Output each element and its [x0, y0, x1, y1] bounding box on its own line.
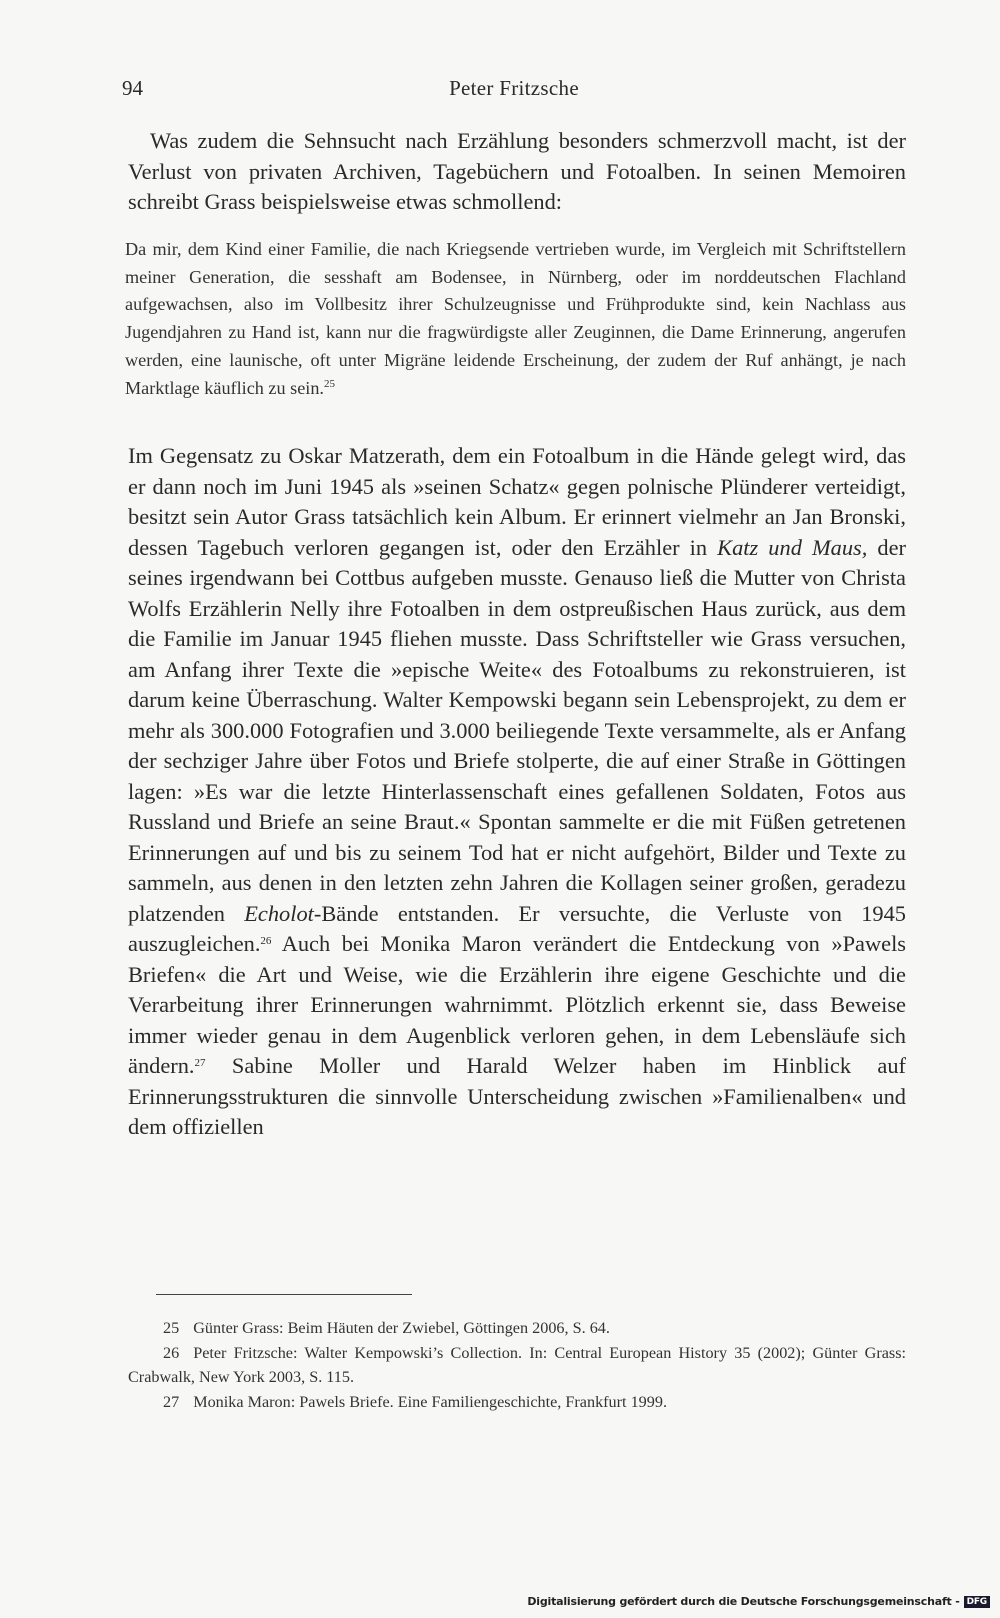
- footnote-ref-27: 27: [194, 1057, 206, 1069]
- dfg-logo: DFG: [964, 1596, 990, 1608]
- paragraph-2-text-5: Sabine Moller und Harald Welzer haben im Hinblick auf Erinnerungsstrukturen die sinnvolle Unterscheidung zwischen »Familienalben« und dem offiziellen: [128, 1053, 906, 1139]
- footnote-text: Peter Fritzsche: Walter Kempowski’s Collection. In: Central European History 35 (2002); Günter Grass: Crabwalk, New York 2003, S. 115.: [128, 1343, 906, 1386]
- footnote-25: [128, 1316, 906, 1341]
- paragraph-2-text-1: Im Gegensatz zu Oskar Matzerath, dem ein Fotoalbum in die Hände gelegt wird, das er dann noch im Juni 1945 als »seinen Schatz« gegen polnische Plünderer verteidigt, besitzt sein Autor Grass tatsächlich kein Album. Er erinnert vielmehr an Jan Bronski, dessen Tagebuch verloren gegangen ist, oder den Erzähler in: [128, 443, 906, 560]
- footnote-ref-26: 26: [260, 935, 272, 947]
- paragraph-2-text-3: -Bände entstanden. Er versuchte, die Verluste von 1945 auszugleichen.: [128, 900, 906, 956]
- footnote-number: 25: [163, 1319, 180, 1337]
- running-head: Peter Fritzsche: [449, 76, 579, 100]
- digitization-note-text: Digitalisierung gefördert durch die Deutsche Forschungsgemeinschaft -: [527, 1595, 960, 1608]
- footnote-26: [128, 1341, 906, 1390]
- footnotes: [128, 1316, 906, 1414]
- footnote-number: 27: [163, 1392, 180, 1411]
- footnote-text: Monika Maron: Pawels Briefe. Eine Familiengeschichte, Frankfurt 1999.: [193, 1392, 668, 1411]
- block-quote: [125, 236, 906, 402]
- work-title-echolot: Echolot: [244, 900, 314, 926]
- footnote-number: 26: [163, 1343, 180, 1362]
- footnote-27: [128, 1390, 906, 1415]
- paragraph-2-text-2: der seines irgendwann bei Cottbus aufgeben musste. Genauso ließ die Mutter von Christa Wolfs Erzählerin Nelly ihre Fotoalben in dem ostpreußischen Haus zurück, aus dem die Familie im Januar 1945 fliehen musste. Dass Schriftsteller wie Grass versuchen, am Anfang ihrer Texte die »epische Weite« des Fotoalbums zu rekonstruieren, ist darum keine Überraschung. Walter Kempowski begann sein Lebensprojekt, zu dem er mehr als 300.000 Fotografien und 3.000 beiliegende Texte versammelte, als er Anfang der sechziger Jahre über Fotos und Briefe stolperte, die auf einer Straße in Göttingen lagen: »Es war die letzte Hinterlassenschaft eines gefallenen Soldaten, Fotos aus Russland und Briefe an seine Braut.« Spontan sammelte er die mit Füßen getretenen Erinnerungen auf und bis zu seinem Tod hat er nicht aufgehört, Bilder und Texte zu sammeln, aus denen in den letzten zehn Jahren die Kollagen seiner großen, geradezu platzenden: [128, 534, 906, 926]
- footnote-ref-25: 25: [323, 377, 335, 390]
- work-title-katz-und-maus: Katz und Maus,: [717, 534, 868, 560]
- paragraph-2-text-4: Auch bei Monika Maron verändert die Entdeckung von »Pawels Briefen« die Art und Weise, wie die Erzählerin ihre eigene Geschichte und die Verarbeitung ihrer Erinnerungen wahrnimmt. Plötzlich erkennt sie, dass Beweise immer wieder genau in dem Augenblick verloren gehen, in dem Lebensläufe sich ändern.: [128, 931, 906, 1078]
- footnote-divider: [156, 1294, 412, 1295]
- footnote-text: Günter Grass: Beim Häuten der Zwiebel, Göttingen 2006, S. 64.: [193, 1319, 610, 1337]
- paragraph-1: Was zudem die Sehnsucht nach Erzählung besonders schmerzvoll macht, ist der Verlust von privaten Archiven, Tagebüchern und Fotoalben. In seinen Memoiren schreibt Grass beispielsweise etwas schmollend:: [128, 128, 906, 214]
- digitization-note: [527, 1595, 990, 1608]
- page-number: 94: [122, 76, 143, 100]
- page-header: [122, 76, 906, 106]
- paragraph-2: [128, 441, 906, 1143]
- block-quote-text: Da mir, dem Kind einer Familie, die nach Kriegsende vertrieben wurde, im Vergleich mit Schriftstellern meiner Generation, die sesshaft am Bodensee, in Nürnberg, oder im norddeutschen Flachland aufgewachsen, also im Vollbesitz ihrer Schulzeugnisse und Frühprodukte sind, kein Nachlass aus Jugendjahren zu Hand ist, kann nur die fragwürdigste aller Zeuginnen, die Dame Erinnerung, angerufen werden, eine launische, oft unter Migräne leidende Erscheinung, der zudem der Ruf anhängt, je nach Marktlage käuflich zu sein.: [125, 239, 906, 398]
